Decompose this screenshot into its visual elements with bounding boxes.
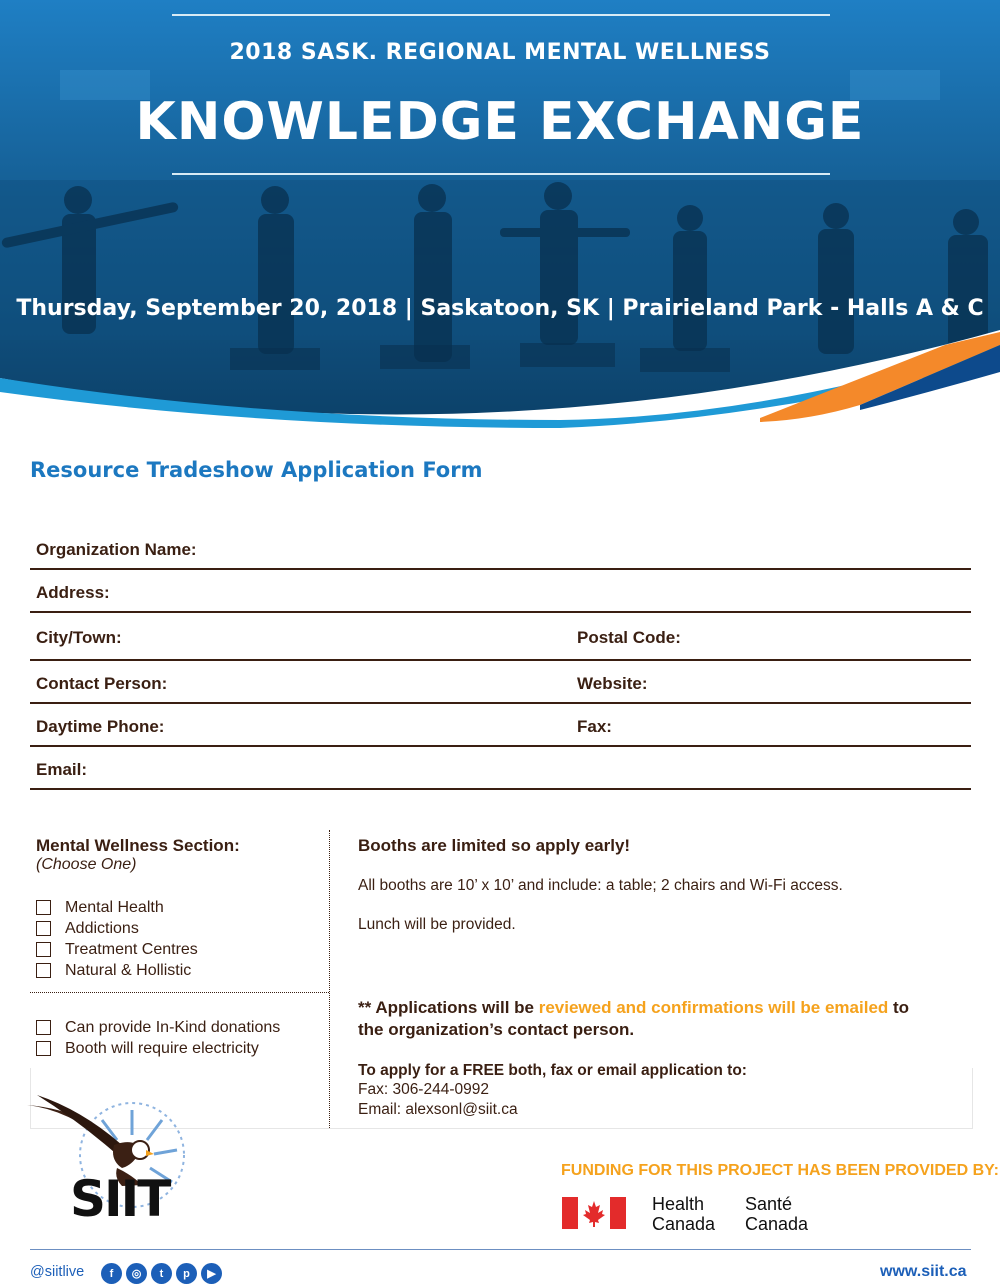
header-bottom-rule bbox=[172, 173, 830, 175]
option-addictions[interactable] bbox=[36, 919, 139, 938]
note-highlight: reviewed and confirmations will be emailed bbox=[538, 998, 889, 1017]
health-canada-en-line2: Canada bbox=[652, 1214, 716, 1234]
city-postal-field-line[interactable] bbox=[30, 659, 971, 661]
email-address[interactable]: Email: alexsonl@siit.ca bbox=[358, 1101, 518, 1118]
contact-person-field-label: Contact Person: bbox=[36, 674, 168, 693]
choose-one-note: (Choose One) bbox=[36, 856, 137, 873]
option-mental-health[interactable] bbox=[36, 898, 164, 917]
organization-field-label: Organization Name: bbox=[36, 540, 197, 559]
option-label: Can provide In-Kind donations bbox=[65, 1018, 281, 1036]
note-to: to bbox=[888, 998, 910, 1017]
sante-canada-fr-line1: Santé bbox=[745, 1194, 793, 1214]
lunch-note: Lunch will be provided. bbox=[358, 916, 516, 933]
pinterest-icon[interactable]: p bbox=[176, 1263, 197, 1284]
section-divider bbox=[30, 992, 329, 993]
booths-heading: Booths are limited so apply early! bbox=[358, 836, 631, 855]
applications-note-line2: the organization’s contact person. bbox=[358, 1020, 635, 1039]
instagram-icon[interactable]: ◎ bbox=[126, 1263, 147, 1284]
canada-flag-icon bbox=[562, 1197, 626, 1229]
option-electricity[interactable] bbox=[36, 1039, 259, 1058]
checkbox[interactable] bbox=[36, 1041, 51, 1056]
note-prefix: ** Applications will be bbox=[358, 998, 539, 1017]
phone-fax-field-line[interactable] bbox=[30, 745, 971, 747]
event-details: Thursday, September 20, 2018 | Saskatoon, SK | Prairieland Park - Halls A & C bbox=[16, 296, 984, 321]
daytime-phone-field-label: Daytime Phone: bbox=[36, 717, 165, 736]
mental-wellness-heading: Mental Wellness Section: bbox=[36, 836, 240, 855]
fax-field-label: Fax: bbox=[577, 717, 612, 736]
facebook-icon[interactable]: f bbox=[101, 1263, 122, 1284]
postal-code-field-label: Postal Code: bbox=[577, 628, 681, 647]
apply-heading: To apply for a FREE both, fax or email application to: bbox=[358, 1062, 747, 1079]
address-field-label: Address: bbox=[36, 583, 110, 602]
siit-logo bbox=[22, 1090, 192, 1235]
option-label: Mental Health bbox=[65, 898, 164, 916]
website-link[interactable]: www.siit.ca bbox=[880, 1263, 967, 1280]
health-canada-en bbox=[652, 1194, 715, 1234]
option-label: Natural & Hollistic bbox=[65, 961, 192, 979]
footer-rule bbox=[30, 1249, 971, 1250]
booth-details: All booths are 10’ x 10’ and include: a table; 2 chairs and Wi-Fi access. bbox=[358, 877, 843, 894]
checkbox[interactable] bbox=[36, 921, 51, 936]
option-in-kind-donations[interactable] bbox=[36, 1018, 280, 1037]
checkbox[interactable] bbox=[36, 942, 51, 957]
option-treatment-centres[interactable] bbox=[36, 940, 198, 959]
website-field-label: Website: bbox=[577, 674, 648, 693]
health-canada-en-line1: Health bbox=[652, 1194, 705, 1214]
form-title: Resource Tradeshow Application Form bbox=[30, 458, 483, 482]
option-label: Treatment Centres bbox=[65, 940, 198, 958]
pre-title: 2018 SASK. REGIONAL MENTAL WELLNESS bbox=[229, 40, 771, 65]
option-label: Booth will require electricity bbox=[65, 1039, 259, 1057]
twitter-icon[interactable]: t bbox=[151, 1263, 172, 1284]
email-field-label: Email: bbox=[36, 760, 88, 779]
sante-canada-fr-line2: Canada bbox=[745, 1214, 809, 1234]
sante-canada-fr bbox=[745, 1194, 808, 1234]
option-natural-hollistic[interactable] bbox=[36, 961, 191, 980]
header-banner bbox=[0, 0, 1000, 440]
header-photo bbox=[0, 0, 1000, 440]
option-label: Addictions bbox=[65, 919, 139, 937]
page-title: KNOWLEDGE EXCHANGE bbox=[135, 92, 865, 152]
address-field-line[interactable] bbox=[30, 611, 971, 613]
siit-wordmark: SIIT bbox=[70, 1170, 170, 1228]
header-top-rule bbox=[172, 14, 830, 16]
checkbox[interactable] bbox=[36, 900, 51, 915]
checkbox[interactable] bbox=[36, 1020, 51, 1035]
checkbox[interactable] bbox=[36, 963, 51, 978]
email-field-line[interactable] bbox=[30, 788, 971, 790]
city-field-label: City/Town: bbox=[36, 628, 122, 647]
social-handle[interactable]: @siitlive bbox=[30, 1264, 85, 1280]
fax-number: Fax: 306-244-0992 bbox=[358, 1081, 489, 1098]
column-divider bbox=[329, 830, 330, 1128]
applications-note bbox=[358, 998, 909, 1018]
contact-website-field-line[interactable] bbox=[30, 702, 971, 704]
youtube-icon[interactable]: ▶ bbox=[201, 1263, 222, 1284]
funding-heading: FUNDING FOR THIS PROJECT HAS BEEN PROVIDED BY: bbox=[561, 1162, 999, 1179]
organization-field-line[interactable] bbox=[30, 568, 971, 570]
